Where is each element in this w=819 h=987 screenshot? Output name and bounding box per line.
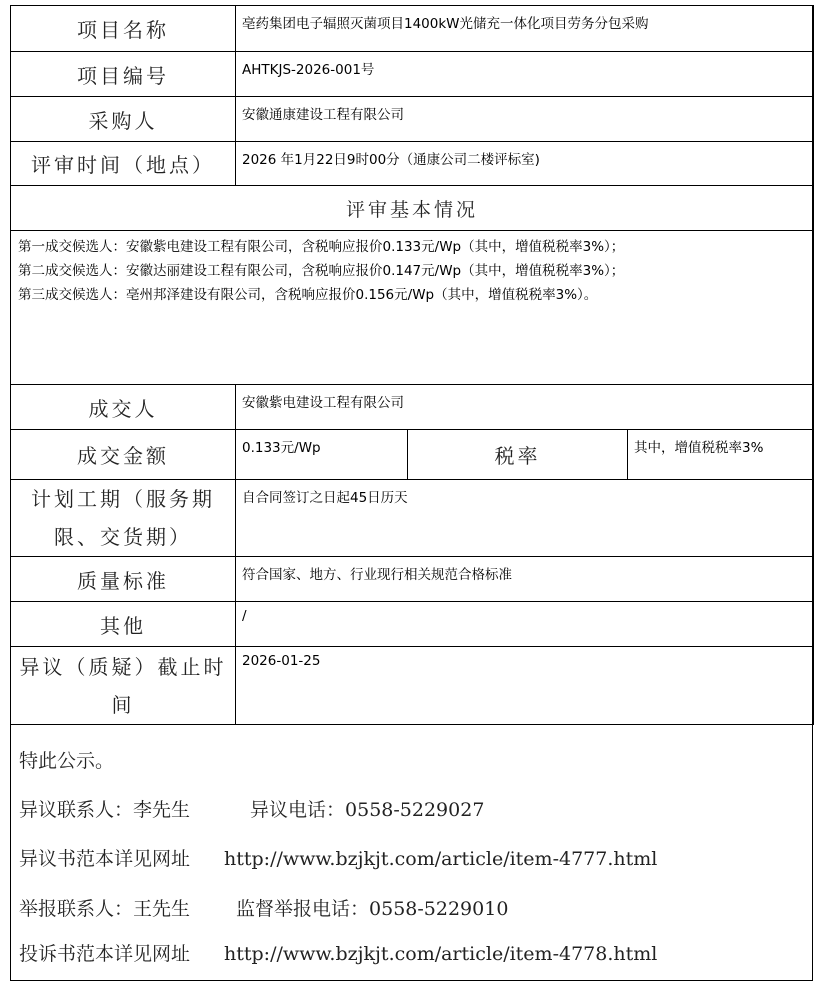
- row-other: [11, 602, 814, 647]
- objection-template-line: [19, 844, 657, 871]
- report-contact: 举报联系人：王先生: [19, 898, 191, 920]
- period-label: [11, 480, 236, 557]
- candidates-cell: [11, 231, 814, 385]
- row-period: [11, 480, 814, 557]
- other-value: /: [236, 602, 814, 647]
- period-value: 自合同签订之日起45日历天: [236, 480, 814, 557]
- amount-value: 0.133元/Wp: [236, 430, 408, 480]
- tax-label: 税率: [408, 430, 628, 480]
- candidate-1: 第一成交候选人：安徽紫电建设工程有限公司，含税响应报价0.133元/Wp（其中，增值税税率3%）；: [18, 239, 625, 255]
- quality-label: 质量标准: [11, 557, 236, 602]
- row-review-time: [11, 142, 814, 186]
- row-project-name: [11, 6, 814, 52]
- report-contact-line: [19, 894, 508, 921]
- review-section-title: 评审基本情况: [11, 186, 814, 231]
- project-name-label: 项目名称: [11, 6, 236, 52]
- row-review-section-title: [11, 186, 814, 231]
- candidate-2: 第二成交候选人：安徽达丽建设工程有限公司，含税响应报价0.147元/Wp（其中，增值税税率3%）；: [18, 263, 625, 279]
- notice-intro: 特此公示。: [19, 750, 115, 772]
- candidate-3: 第三成交候选人：亳州邦泽建设有限公司，含税响应报价0.156元/Wp（其中，增值税税率3%）。: [18, 287, 598, 303]
- objection-deadline-label-line2: 间: [111, 692, 135, 717]
- winner-value: 安徽紫电建设工程有限公司: [236, 385, 814, 430]
- objection-contact-line: [19, 795, 484, 822]
- complaint-template-label: 投诉书范本详见网址: [19, 943, 191, 965]
- project-name-value: 亳药集团电子辐照灭菌项目1400kW光储充一体化项目劳务分包采购: [236, 6, 814, 52]
- purchaser-label: 采购人: [11, 97, 236, 142]
- row-objection-deadline: [11, 647, 814, 725]
- review-time-value: 2026 年1月22日9时00分（通康公司二楼评标室): [236, 142, 814, 186]
- project-no-value: AHTKJS-2026-001号: [236, 52, 814, 97]
- objection-phone: 异议电话：0558-5229027: [250, 799, 485, 821]
- announcement-document: [10, 5, 813, 981]
- other-label: 其他: [11, 602, 236, 647]
- objection-url[interactable]: http://www.bzjkjt.com/article/item-4777.html: [224, 848, 658, 870]
- project-no-label: 项目编号: [11, 52, 236, 97]
- period-label-line2: 限、交货期）: [54, 525, 192, 549]
- objection-deadline-value: 2026-01-25: [236, 647, 814, 725]
- objection-deadline-label: [11, 647, 236, 725]
- purchaser-value: 安徽通康建设工程有限公司: [236, 97, 814, 142]
- review-time-label: 评审时间（地点）: [11, 142, 236, 186]
- period-label-line1: 计划工期（服务期: [31, 487, 215, 511]
- row-candidates: [11, 231, 814, 385]
- tax-value: 其中，增值税税率3%: [628, 430, 814, 480]
- row-purchaser: [11, 97, 814, 142]
- objection-contact: 异议联系人：李先生: [19, 799, 191, 821]
- row-amount: [11, 430, 814, 480]
- quality-value: 符合国家、地方、行业现行相关规范合格标准: [236, 557, 814, 602]
- row-winner: [11, 385, 814, 430]
- winner-label: 成交人: [11, 385, 236, 430]
- objection-deadline-label-line1: 异议（质疑）截止时: [19, 654, 227, 679]
- objection-template-label: 异议书范本详见网址: [19, 848, 191, 870]
- amount-label: 成交金额: [11, 430, 236, 480]
- announcement-table: [10, 5, 814, 725]
- complaint-url[interactable]: http://www.bzjkjt.com/article/item-4778.html: [224, 943, 658, 965]
- complaint-template-line: [19, 939, 657, 966]
- report-phone: 监督举报电话：0558-5229010: [236, 898, 509, 920]
- row-project-no: [11, 52, 814, 97]
- row-quality: [11, 557, 814, 602]
